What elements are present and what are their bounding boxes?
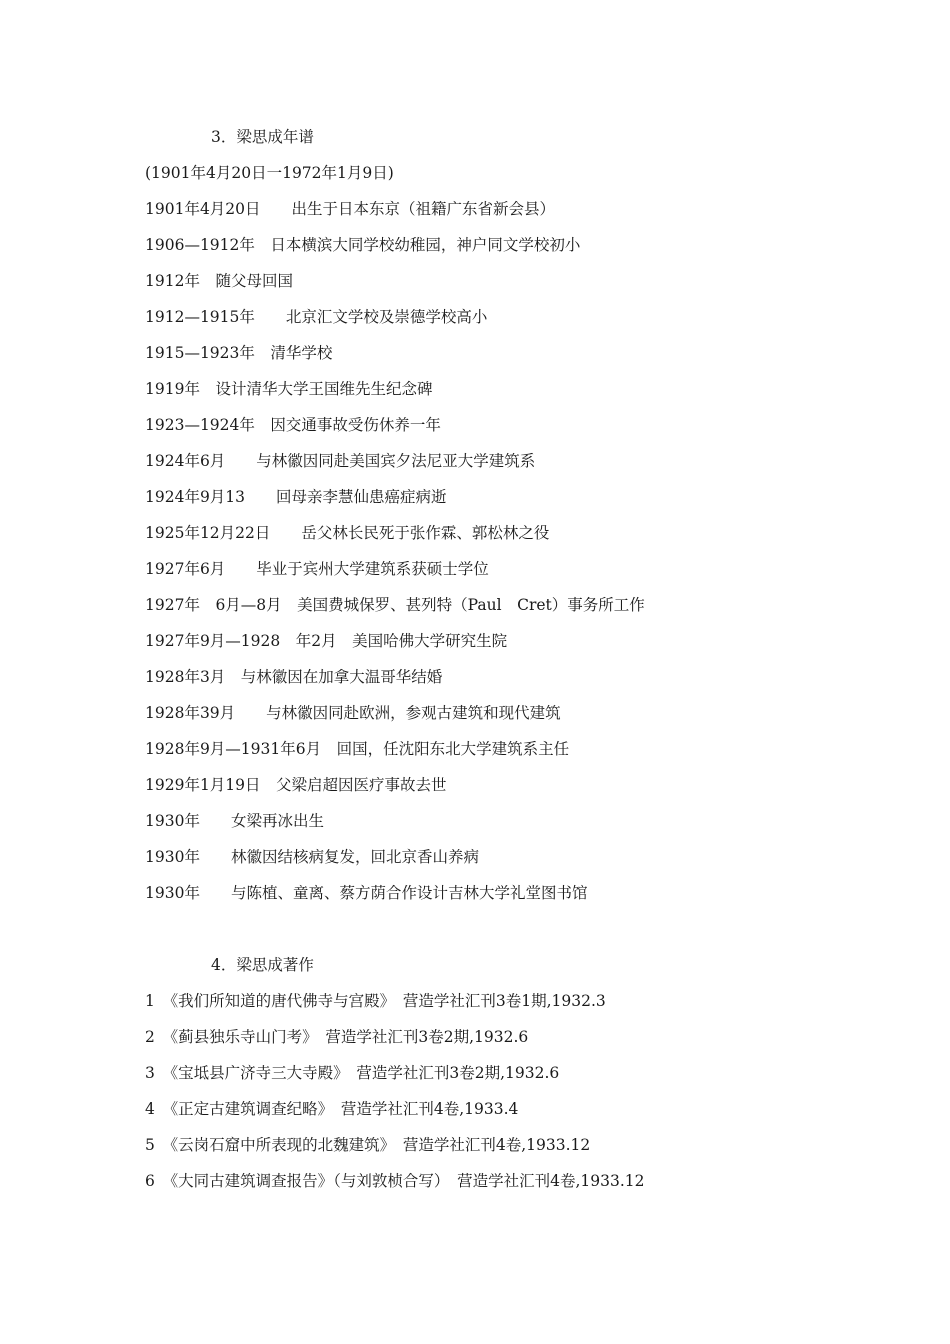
works-item: 6 《大同古建筑调查报告》（与刘敦桢合写） 营造学社汇刊4卷,1933.12	[145, 1172, 645, 1190]
timeline-entry: 1927年9月—1928 年2月 美国哈佛大学研究生院	[145, 632, 508, 650]
timeline-entry: 1912年 随父母回国	[145, 272, 293, 290]
timeline-entry: 1928年39月 与林徽因同赴欧洲，参观古建筑和现代建筑	[145, 704, 561, 722]
timeline-entry: 1930年 女梁再冰出生	[145, 812, 324, 830]
timeline-entry: 1925年12月22日 岳父林长民死于张作霖、郭松林之役	[145, 524, 550, 542]
timeline-entry: 1919年 设计清华大学王国维先生纪念碑	[145, 380, 433, 398]
timeline-entry: 1923—1924年 因交通事故受伤休养一年	[145, 416, 441, 434]
works-item: 5 《云岗石窟中所表现的北魏建筑》 营造学社汇刊4卷,1933.12	[145, 1136, 591, 1154]
timeline-entry: 1928年9月—1931年6月 回国，任沈阳东北大学建筑系主任	[145, 740, 570, 758]
timeline-entry: 1915—1923年 清华学校	[145, 344, 333, 362]
timeline-entry: 1924年6月 与林徽因同赴美国宾夕法尼亚大学建筑系	[145, 452, 536, 470]
timeline-entry: 1901年4月20日 出生于日本东京（祖籍广东省新会县）	[145, 200, 556, 218]
timeline-entry: 1912—1915年 北京汇文学校及崇德学校高小	[145, 308, 488, 326]
timeline-entry: 1930年 林徽因结核病复发，回北京香山养病	[145, 848, 479, 866]
works-item: 4 《正定古建筑调查纪略》 营造学社汇刊4卷,1933.4	[145, 1100, 519, 1118]
timeline-entry: 1906—1912年 日本横滨大同学校幼稚园，神户同文学校初小	[145, 236, 581, 254]
section-3-title: 3．梁思成年谱	[211, 128, 314, 146]
works-item: 1 《我们所知道的唐代佛寺与宫殿》 营造学社汇刊3卷1期,1932.3	[145, 992, 606, 1010]
lifespan-dates: (1901年4月20日一1972年1月9日)	[145, 164, 394, 182]
timeline-entry: 1929年1月19日 父梁启超因医疗事故去世	[145, 776, 447, 794]
section-4-title: 4．梁思成著作	[211, 956, 314, 974]
timeline-entry: 1927年 6月—8月 美国费城保罗、甚列特（Paul Cret）事务所工作	[145, 596, 645, 614]
timeline-entry: 1928年3月 与林徽因在加拿大温哥华结婚	[145, 668, 443, 686]
works-item: 3 《宝坻县广济寺三大寺殿》 营造学社汇刊3卷2期,1932.6	[145, 1064, 560, 1082]
timeline-entry: 1930年 与陈植、童离、蔡方荫合作设计吉林大学礼堂图书馆	[145, 884, 588, 902]
timeline-entry: 1927年6月 毕业于宾州大学建筑系获硕士学位	[145, 560, 489, 578]
works-item: 2 《蓟县独乐寺山门考》 营造学社汇刊3卷2期,1932.6	[145, 1028, 529, 1046]
timeline-entry: 1924年9月13 回母亲李慧仙患癌症病逝	[145, 488, 447, 506]
